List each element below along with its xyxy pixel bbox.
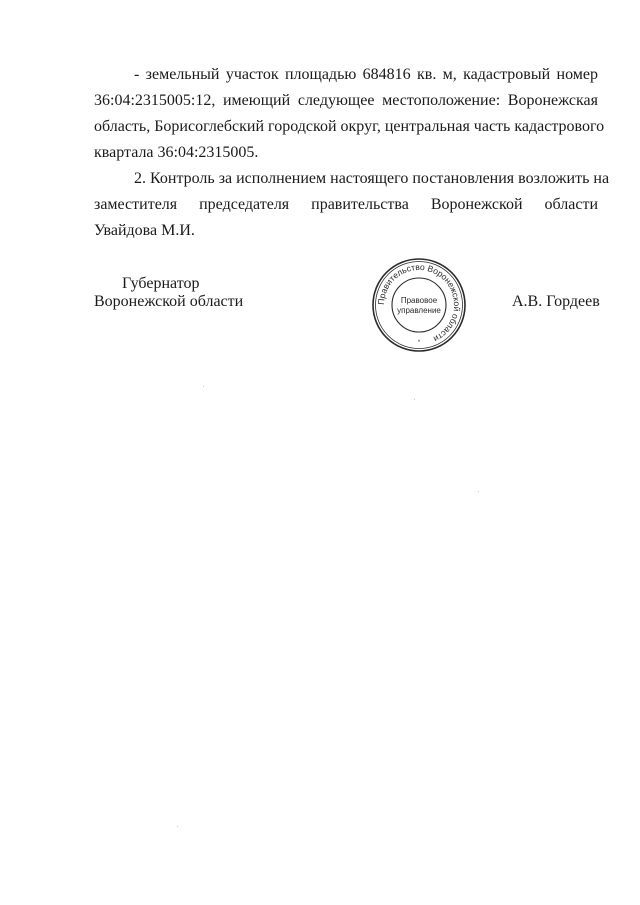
stamp-center-line2: управление [397, 306, 441, 315]
stamp-star: * [417, 340, 421, 346]
signatory-title: Губернатор [122, 275, 200, 292]
stamp-ring-text: Правительство Воронежской области [375, 261, 463, 345]
scan-speck [203, 386, 204, 387]
paragraph-line: область, Борисоглебский городской округ, центральная часть кадастрового [94, 118, 605, 135]
paragraph-line: Увайдова М.И. [94, 222, 195, 239]
paragraph-line: квартала 36:04:2315005. [94, 144, 259, 161]
scan-speck [414, 399, 415, 400]
paragraph-control [94, 166, 610, 244]
paragraph-land-plot [94, 62, 605, 166]
official-stamp [370, 256, 468, 354]
stamp-center-ring [392, 278, 446, 332]
paragraph-line: 2. Контроль за исполнением настоящего постановления возложить на [134, 170, 610, 187]
signatory-organization: Воронежской области [94, 293, 244, 310]
stamp-inner-ring [376, 262, 463, 349]
signatory-name: А.В. Гордеев [512, 293, 600, 310]
scan-speck [478, 491, 479, 492]
paragraph-line: 36:04:2315005:12, имеющий следующее местоположение: Воронежская [94, 92, 598, 109]
stamp-outer-ring [373, 259, 465, 351]
paragraph-line: заместителя председателя правительства Воронежской области [94, 196, 598, 213]
scan-speck [177, 826, 178, 827]
paragraph-line: - земельный участок площадью 684816 кв. м, кадастровый номер [134, 66, 598, 83]
stamp-center-line1: Правовое [400, 296, 438, 305]
